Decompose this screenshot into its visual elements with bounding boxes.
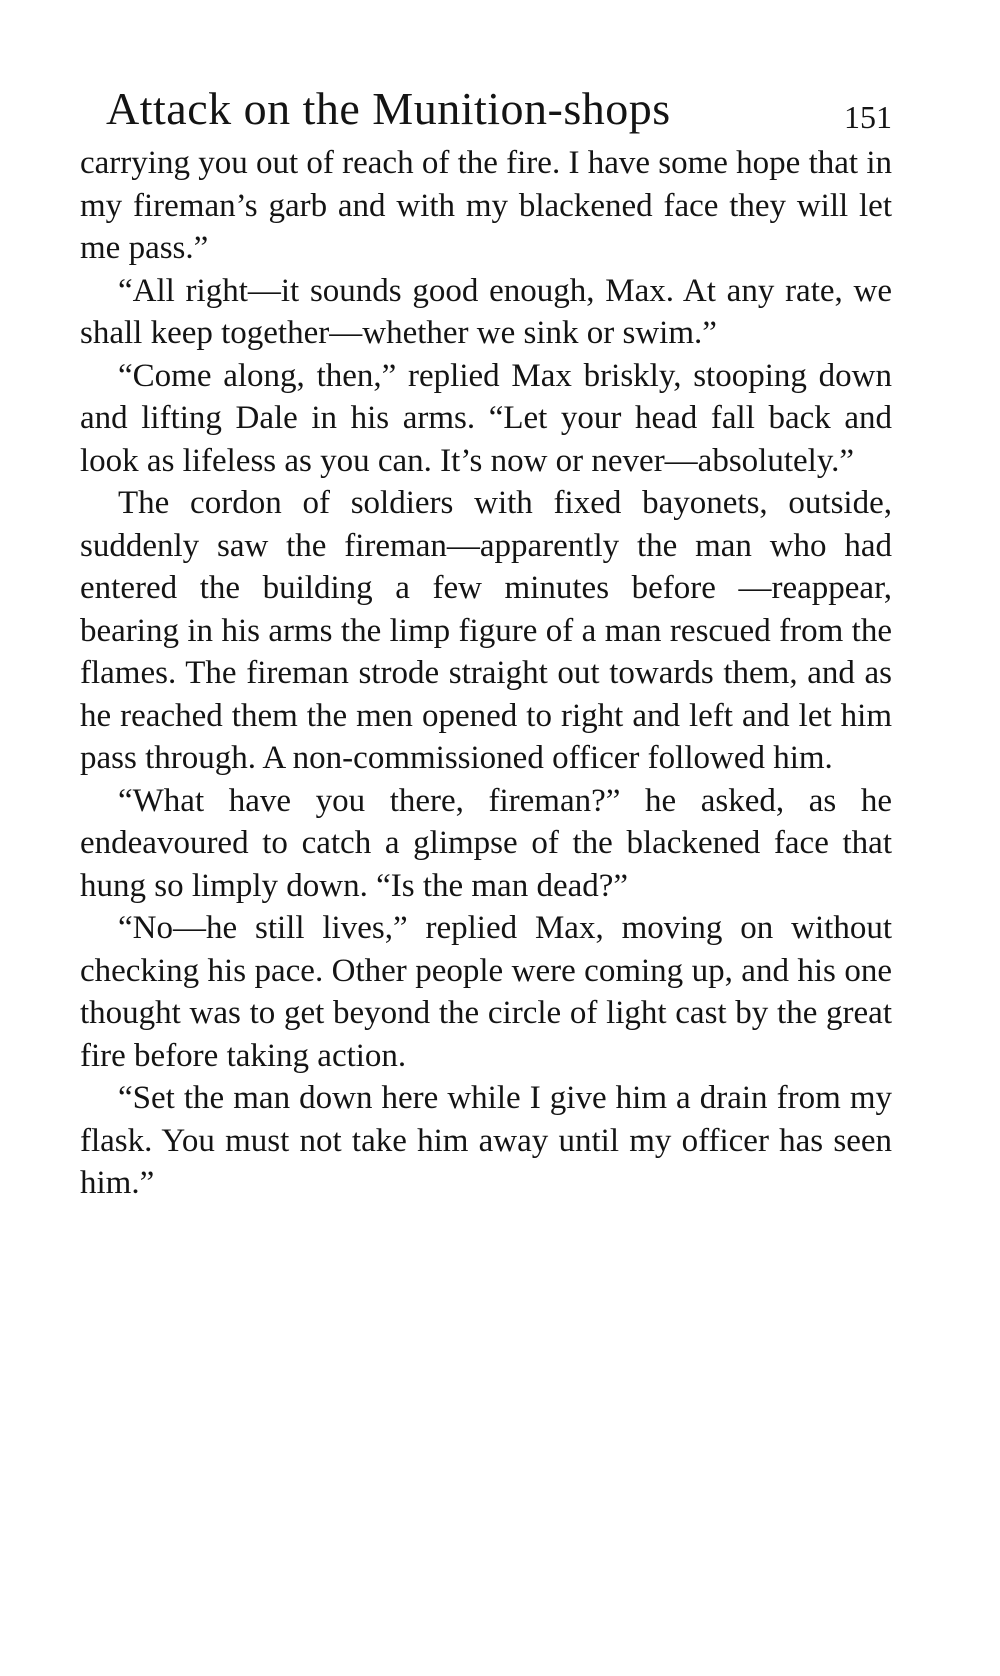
paragraph-2: “All right—it sounds good enough, Max. At any rate, we shall keep together—whether we sink or swim.” (80, 272, 892, 351)
paragraph-3: “Come along, then,” replied Max briskly, stooping down and lifting Dale in his arms. “Let your head fall back and look as lifeless as you can. It’s now or never—absolutely.” (80, 357, 892, 479)
book-page (80, 78, 892, 1205)
paragraph-1: carrying you out of reach of the fire. I have some hope that in my fireman’s garb and with my blackened face they will let me pass.” (80, 145, 892, 266)
paragraph-6: “No—he still lives,” replied Max, moving on without checking his pace. Other people were coming up, and his one thought was to get beyond the circle of light cast by the great fire before taking action. (80, 910, 892, 1074)
body-text (80, 142, 892, 1205)
running-head (80, 78, 892, 140)
running-title: Attack on the Munition-shops (106, 83, 671, 134)
paragraph-7: “Set the man down here while I give him a drain from my flask. You must not take him away until my officer has seen him.” (80, 1080, 892, 1201)
page-number: 151 (844, 99, 892, 135)
paragraph-5: “What have you there, fireman?” he asked, as he endeavoured to catch a glimpse of the blackened face that hung so limply down. “Is the man dead?” (80, 782, 892, 904)
paragraph-4: The cordon of soldiers with fixed bayonets, outside, suddenly saw the fireman—apparently the man who had entered the building a few minutes before —reappear, bearing in his arms the limp figure of a man rescued from the flames. The fireman strode straight out towards them, and as he reached them the men opened to right and left and let him pass through. A non-commissioned officer followed him. (80, 485, 892, 776)
